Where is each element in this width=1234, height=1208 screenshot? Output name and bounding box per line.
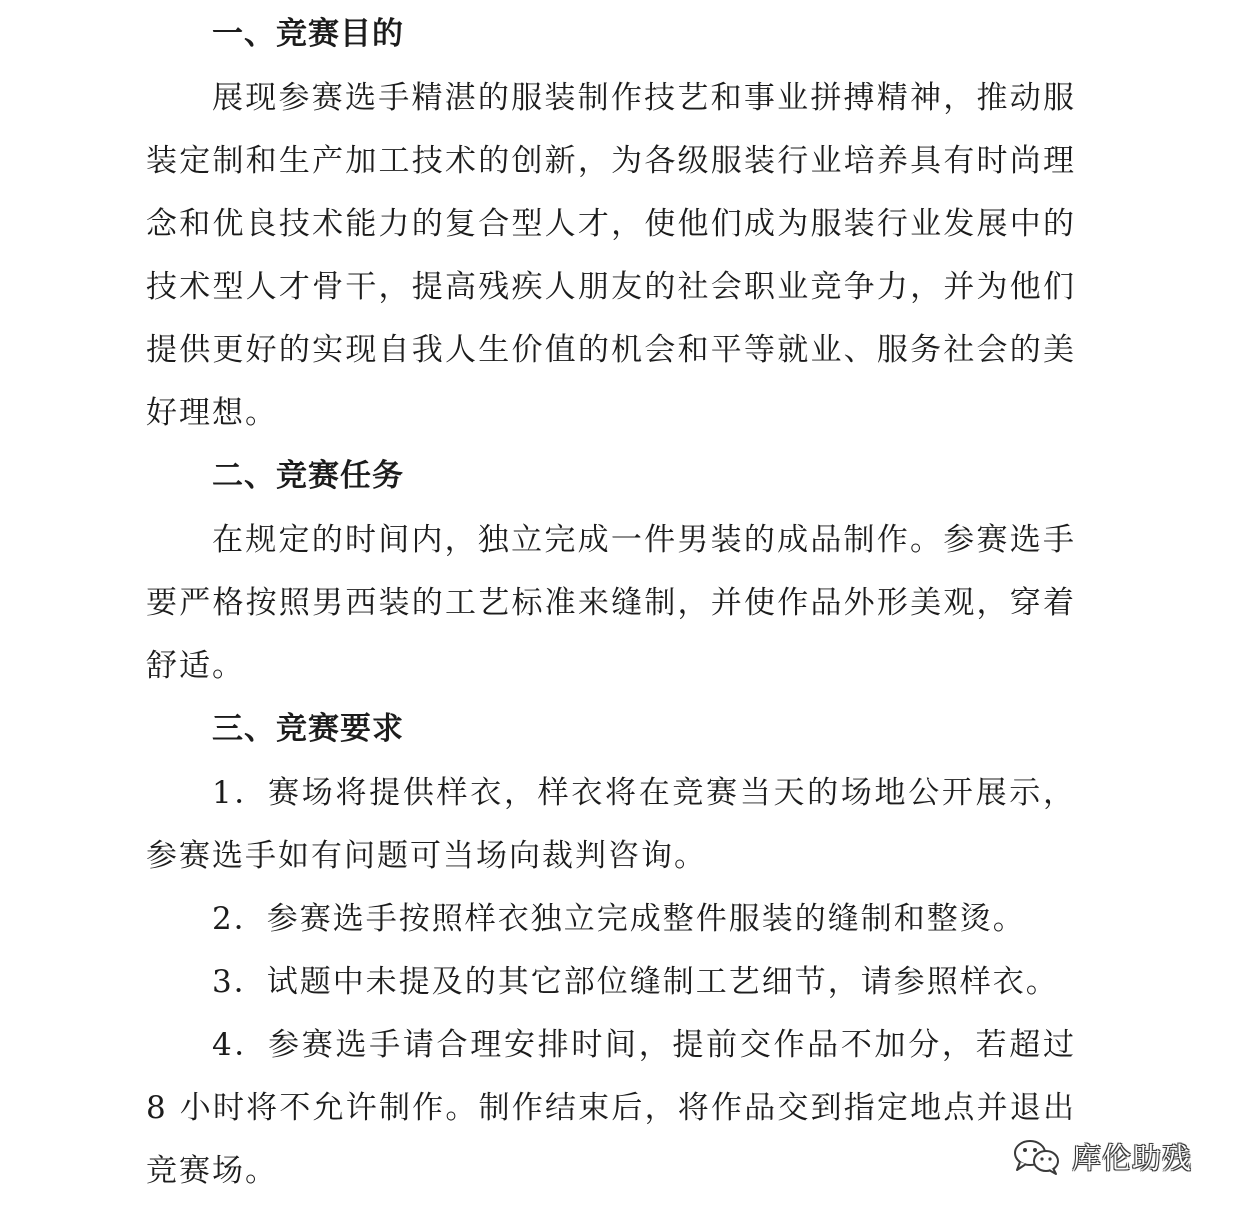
- paragraph-line: 念和优良技术能力的复合型人才，使他们成为服装行业发展中的: [146, 206, 1076, 242]
- paragraph-line: 装定制和生产加工技术的创新，为各级服装行业培养具有时尚理: [146, 143, 1076, 179]
- paragraph-line: 技术型人才骨干，提高残疾人朋友的社会职业竞争力，并为他们: [146, 269, 1076, 305]
- requirement-item-4: 4．参赛选手请合理安排时间，提前交作品不加分，若超过: [212, 1027, 1076, 1063]
- paragraph-line: 竞赛场。: [146, 1153, 278, 1189]
- wechat-logo-icon: [1010, 1136, 1064, 1176]
- paragraph-line: 提供更好的实现自我人生价值的机会和平等就业、服务社会的美: [146, 332, 1076, 368]
- paragraph-line: 展现参赛选手精湛的服装制作技艺和事业拼搏精神，推动服: [212, 80, 1076, 116]
- requirement-item-3: 3．试题中未提及的其它部位缝制工艺细节，请参照样衣。: [212, 964, 1059, 1000]
- paragraph-line: 要严格按照男西装的工艺标准来缝制，并使作品外形美观，穿着: [146, 585, 1076, 621]
- section-heading-requirements: 三、竞赛要求: [212, 711, 404, 747]
- requirement-item-1: 1．赛场将提供样衣，样衣将在竞赛当天的场地公开展示，: [212, 775, 1076, 811]
- paragraph-line: 8 小时将不允许制作。制作结束后，将作品交到指定地点并退出: [146, 1090, 1076, 1126]
- section-heading-purpose: 一、竞赛目的: [212, 16, 404, 52]
- watermark: [1010, 1136, 1192, 1176]
- watermark-text: 库伦助残: [1072, 1140, 1193, 1175]
- paragraph-line: 在规定的时间内，独立完成一件男装的成品制作。参赛选手: [212, 522, 1076, 558]
- paragraph-line: 参赛选手如有问题可当场向裁判咨询。: [146, 838, 707, 874]
- paragraph-line: 舒适。: [146, 648, 245, 684]
- requirement-item-2: 2．参赛选手按照样衣独立完成整件服装的缝制和整烫。: [212, 901, 1026, 937]
- section-heading-task: 二、竞赛任务: [212, 458, 404, 494]
- paragraph-line: 好理想。: [146, 395, 278, 431]
